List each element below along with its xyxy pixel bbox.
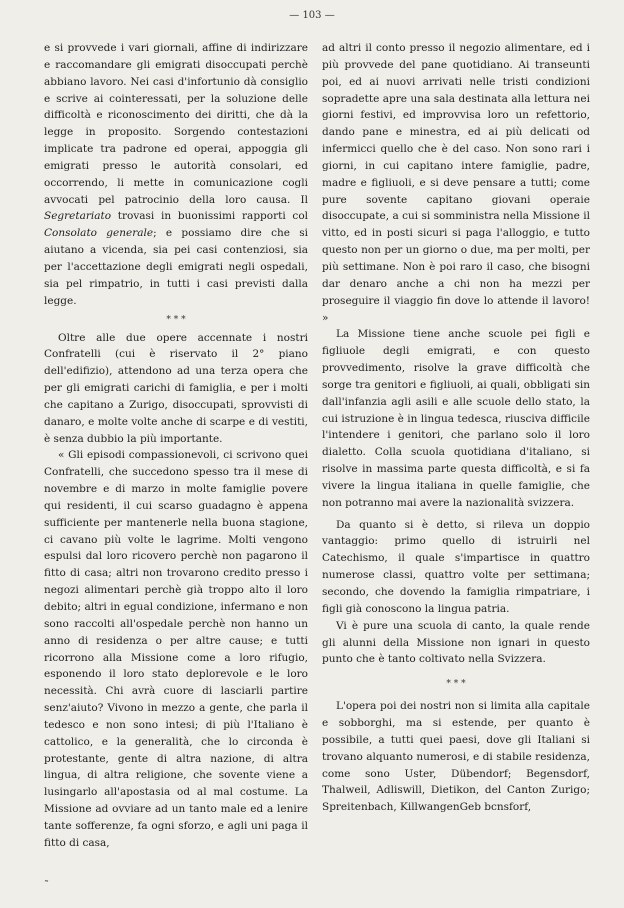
section-divider-stars bbox=[44, 316, 308, 324]
footer-mark: ˜ bbox=[44, 880, 49, 891]
paragraph-schools: La Missione tiene anche scuole pei figli e figliuole degli emigrati, e con questo provvedimento, risolve la grave difficoltà che sorge tra genitori e figliuoli, ai quali, obbligati sin dall'infanzia agli asili e alle scuole dello stato, la cui istruzione è in lingua tedesca, riusciva difficile l'intendere i genitori, che parlano solo il loro dialetto. Colla scuola quotidiana d'italiano, si risolve in massima parte questa difficoltà, e si fa vivere la lingua italiana in quelle famiglie, che non potranno mai avere la nazionalità svizzera. bbox=[322, 328, 590, 509]
paragraph-third-work: Oltre alle due opere accennate i nostri Confratelli (cui è riservato il 2° piano dell'edifizio), attendono ad una terza opera che per gli emigrati carichi di famiglia, e per i molti che capitano a Zurigo, disoccupati, sprovvisti di danaro, e molte volte anche di scarpe e di vestiti, è senza dubbio la più importante. bbox=[44, 331, 308, 445]
paragraph-singing-school: Vi è pure una scuola di canto, la quale rende gli alunni della Missione non ignari in questo punto che è tanto coltivato nella Svizzera. bbox=[322, 619, 590, 666]
paragraph-outreach: L'opera poi dei nostri non si limita alla capitale e sobborghi, ma si estende, per quanto è possibile, a tutti quei paesi, dove gli Italiani si trovano alquanto numerosi, e di stabile residenza, come sono Uster, Dübendorf; Begensdorf, Thalweil, Adliswill, Dietikon, del Canton Zurigo; Spreitenbach, KillwangenGeb bcnsforf, bbox=[322, 700, 590, 814]
section-divider-stars bbox=[322, 680, 590, 688]
page-number: — 103 — bbox=[289, 10, 335, 21]
asterism: * * * bbox=[166, 314, 186, 325]
paragraph-secretariat: e si provvede i vari giornali, affine di indirizzare e raccomandare gli emigrati disoccupati perchè abbiano lavoro. Nei casi d'infortunio dà consiglio e scrive ai cointeressati, per la soluzione delle difficoltà e riconoscimento dei diritti, che dà la legge in proposito. Sorgendo contestazioni implicate tra padrone ed operai, appoggia gli emigrati presso le autorità consolari, ed occorrendo, li mette in comunicazione cogli avvocati pel patrocinio della loro causa. Il Segretariato trovasi in buonissimi rapporti col Consolato generale; e possiamo dire che si aiutano a vicenda, sia pei casi contenziosi, sia per l'accettazione degli emigrati negli ospedali, sia pel rimpatrio, in tutti i casi previsti dalla legge. bbox=[44, 42, 308, 307]
paragraph-double-advantage: Da quanto si è detto, si rileva un doppio vantaggio: primo quello di istruirli nel Catechismo, il quale s'impartisce in quattro numerose classi, quattro volte per settimana; secondo, che dovendo la famiglia rimpatriare, i figli già conoscono la lingua patria. bbox=[322, 518, 590, 615]
right-column bbox=[322, 40, 590, 816]
left-column bbox=[44, 40, 308, 852]
paragraph-quote-episodes: « Gli episodi compassionevoli, ci scrivono quei Confratelli, che succedono spesso tra il mese di novembre e di marzo in molte famiglie povere qui residenti, il cui scarso guadagno è appena sufficiente per mantenerle nella buona stagione, ci cavano più volte le lagrime. Molti vengono espulsi dal loro ricovero perchè non pagarono il fitto di casa; altri non trovarono credito presso i negozi alimentari perchè già troppo alto il loro debito; altri in egual condizione, infermano e non sono raccolti all'ospedale perchè non hanno un anno di residenza o per altre cause; e tutti ricorrono alla Missione come a loro rifugio, esponendo il loro stato deplorevole e le loro necessità. Chi avrà cuore di lasciarli partire senz'aiuto? Vivono in mezzo a gente, che parla il tedesco e non sono intesi; di più l'Italiano è cattolico, e la generalità, che lo circonda è protestante, gente di altra nazione, di altra lingua, di altra religione, che sovente viene a lusingarlo all'apostasia od al mal costume. La Missione ad ovviare ad un tanto male ed a lenire tante sofferenze, fa ogni sforzo, e agli uni paga il fitto di casa, bbox=[44, 449, 308, 849]
paragraph-quote-continued: ad altri il conto presso il negozio alimentare, ed i più provvede del pane quotidiano. Ai transeunti poi, ed ai nuovi arrivati nelle tristi condizioni sopradette apre una sala destinata alla lettura nei giorni festivi, ed improvvisa loro un refettorio, dando pane e minestra, ed ai più delicati od infermicci quello che è del caso. Non sono rari i giorni, in cui capitano intere famiglie, padre, madre e figliuoli, e si deve pensare a tutti; come pure sovente capitano giovani operaie disoccupate, a cui si somministra nella Missione il vitto, ed in posti sicuri si paga l'alloggio, e tutto questo non per un giorno o due, ma per molti, per più settimane. Non è poi raro il caso, che bisogni dar denaro anche a chi non ha mezzi per proseguire il viaggio fin dove lo attende il lavoro! » bbox=[322, 42, 590, 324]
asterism: * * * bbox=[446, 679, 466, 690]
